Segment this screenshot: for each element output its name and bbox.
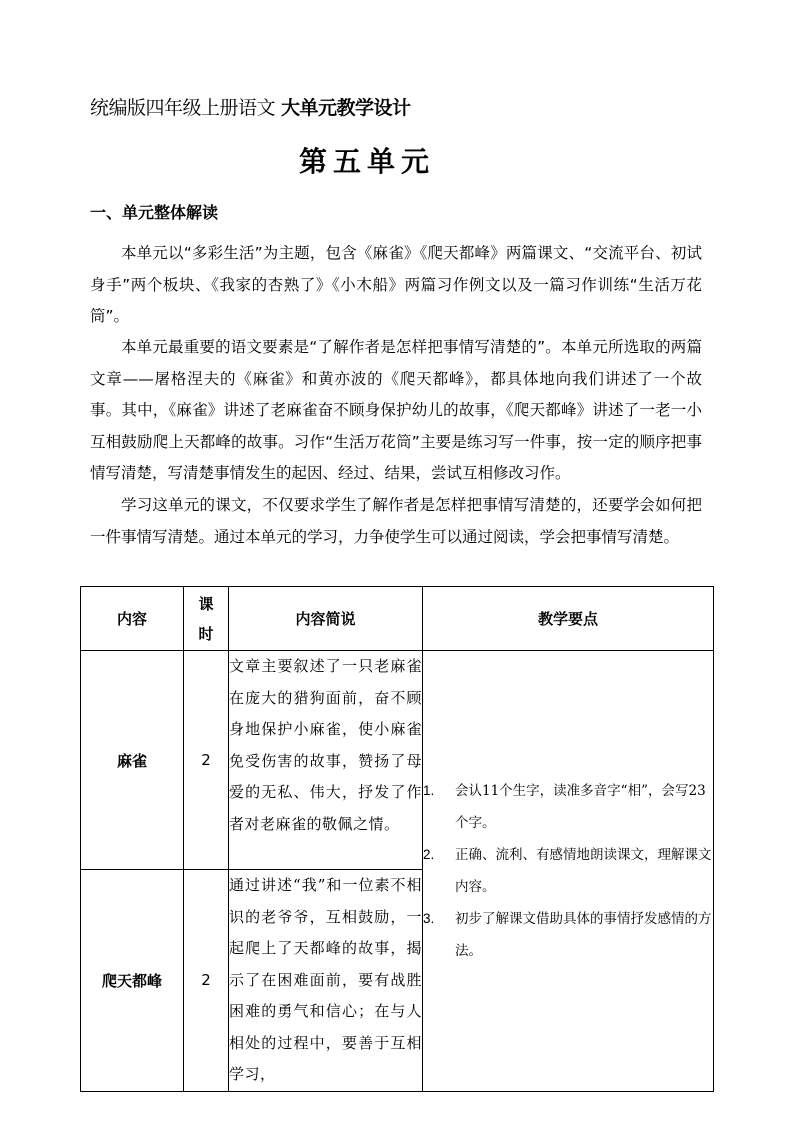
header-keypoints: 教学要点 [423, 587, 714, 651]
lesson-name: 爬天都峰 [81, 870, 184, 1092]
lesson-plan-table [80, 586, 714, 1092]
intro-paragraph-2: 本单元最重要的语文要素是“了解作者是怎样把事情写清楚的”。本单元所选取的两篇文章——屠格涅夫的《麻雀》和黄亦波的《爬天都峰》，都具体地向我们讲述了一个故事。其中，《麻雀》讲述了老麻雀奋不顾身保护幼儿的故事，《爬天都峰》讲述了一老一小互相鼓励爬上天都峰的故事。习作“生活万花筒”主要是练习写一件事，按一定的顺序把事情写清楚，写清楚事情发生的起因、经过、结果，尝试互相修改习作。 [90, 338, 702, 482]
lesson-summary: 文章主要叙述了一只老麻雀在庞大的猎狗面前，奋不顾身地保护小麻雀，使小麻雀免受伤害的故事，赞扬了母爱的无私、伟大，抒发了作者对老麻雀的敬佩之情。 [229, 651, 423, 870]
list-item: 2. 正确、流利、有感情地朗读课文，理解课文内容。 [423, 846, 712, 895]
keypoints-list [423, 775, 713, 967]
intro-paragraph-3: 学习这单元的课文，不仅要求学生了解作者是怎样把事情写清楚的，还要学会如何把一件事情写清楚。通过本单元的学习，力争使学生可以通过阅读，学会把事情写清楚。 [90, 496, 702, 546]
unit-title: 第五单元 [298, 145, 435, 178]
header-content: 内容 [81, 587, 184, 651]
lesson-hours: 2 [184, 870, 229, 1092]
table-header-row [81, 587, 714, 651]
lesson-name: 麻雀 [81, 651, 184, 870]
header-summary: 内容简说 [229, 587, 423, 651]
lesson-summary: 通过讲述“我”和一位素不相识的老爷爷，互相鼓励，一起爬上了天都峰的故事，揭示了在困难面前，要有战胜困难的勇气和信心；在与人相处的过程中，要善于互相学习， [229, 870, 423, 1092]
title-bold: 大单元教学设计 [281, 97, 411, 119]
section-heading: 一、单元整体解读 [90, 203, 219, 222]
list-item: 3. 初步了解课文借助具体的事情抒发感情的方法。 [423, 910, 712, 959]
intro-paragraph-1: 本单元以“多彩生活”为主题，包含《麻雀》《爬天都峰》两篇课文、“交流平台、初试身手”两个板块、《我家的杏熟了》《小木船》两篇习作例文以及一篇习作训练“生活万花筒”。 [90, 244, 702, 325]
table-row [81, 651, 714, 870]
list-item: 1. 会认11个生字，读准多音字“相”，会写23个字。 [423, 782, 706, 831]
lesson-hours: 2 [184, 651, 229, 870]
document-title [90, 93, 411, 120]
header-hours: 课时 [184, 587, 229, 651]
teaching-keypoints [423, 651, 714, 1092]
title-prefix: 统编版四年级上册语文 [90, 97, 276, 119]
